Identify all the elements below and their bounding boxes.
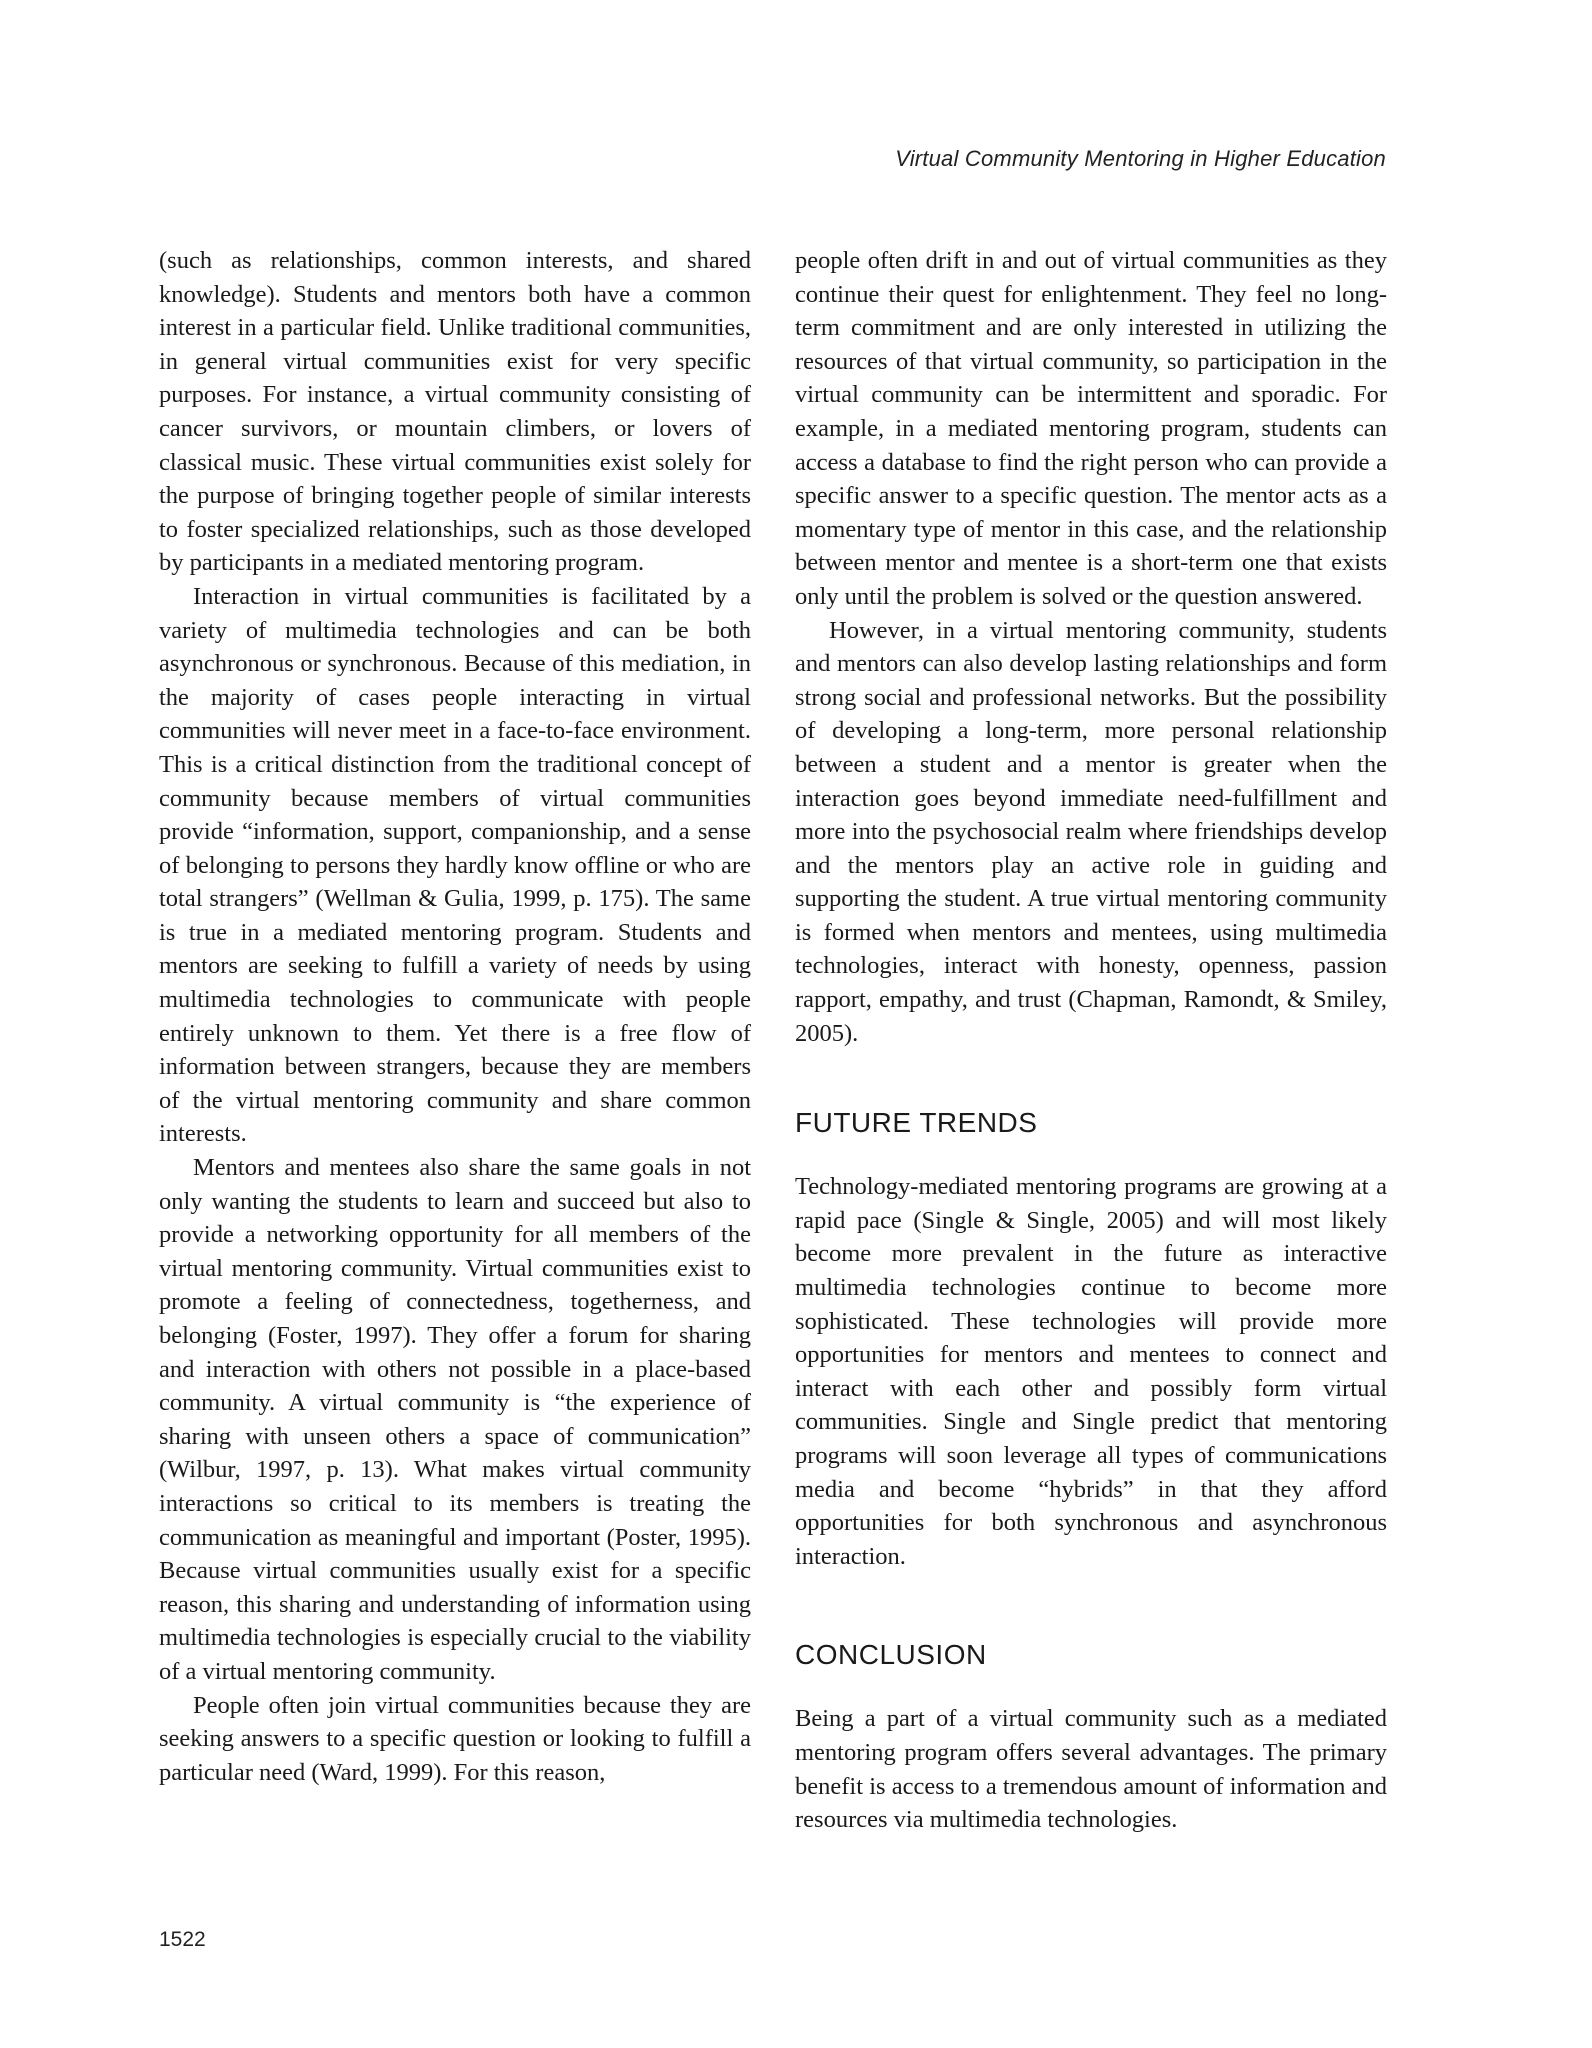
left-column — [159, 244, 751, 1789]
body-paragraph: Interaction in virtual communities is facilitated by a variety of multimedia technologies and can be both asynchronous or synchronous. Because of this mediation, in the majority of cases people interacting in virtual communities will never meet in a face-to-face environment. This is a critical distinction from the traditional concept of community because members of virtual communities provide “information, support, companionship, and a sense of belonging to persons they hardly know offline or who are total strangers” (Wellman & Gulia, 1999, p. 175). The same is true in a mediated mentoring program. Students and mentors are seeking to fulfill a variety of needs by using multimedia technologies to communicate with people entirely unknown to them. Yet there is a free flow of information between strangers, because they are members of the virtual mentoring community and share common interests. — [159, 582, 751, 1148]
body-paragraph: (such as relationships, common interests, and shared knowledge). Students and mentors both have a common interest in a particular field. Unlike traditional communities, in general virtual communities exist for very specific purposes. For instance, a virtual community consisting of cancer survivors, or mountain climbers, or lovers of classical music. These virtual communities exist solely for the purpose of bringing together people of similar interests to foster specialized relationships, such as those developed by participants in a mediated mentoring program. — [159, 247, 751, 577]
page-number: 1522 — [159, 1928, 206, 1951]
running-header: Virtual Community Mentoring in Higher Education — [895, 146, 1386, 171]
section-heading-conclusion: CONCLUSION — [795, 1639, 987, 1671]
section-heading-future-trends: FUTURE TRENDS — [795, 1107, 1038, 1139]
body-paragraph: People often join virtual communities because they are seeking answers to a specific question or looking to fulfill a particular need (Ward, 1999). For this reason, — [159, 1691, 751, 1786]
body-paragraph: However, in a virtual mentoring community, students and mentors can also develop lasting relationships and form strong social and professional networks. But the possibility of developing a long-term, more personal relationship between a student and a mentor is greater when the interaction goes beyond immediate need-fulfillment and more into the psychosocial realm where friendships develop and the mentors play an active role in guiding and supporting the student. A true virtual mentoring community is formed when mentors and mentees, using multimedia technologies, interact with honesty, openness, passion rapport, empathy, and trust (Chapman, Ramondt, & Smiley, 2005). — [795, 616, 1387, 1047]
body-paragraph: Mentors and mentees also share the same goals in not only wanting the students to learn and succeed but also to provide a networking opportunity for all members of the virtual mentoring community. Virtual communities exist to promote a feeling of connectedness, togetherness, and belonging (Foster, 1997). They offer a forum for sharing and interaction with others not possible in a place-based community. A virtual community is “the experience of sharing with unseen others a space of communication” (Wilbur, 1997, p. 13). What makes virtual community interactions so critical to its members is treating the communication as meaningful and important (Poster, 1995). Because virtual communities usually exist for a specific reason, this sharing and understanding of information using multimedia technologies is especially crucial to the viability of a virtual mentoring community. — [159, 1154, 751, 1685]
future-trends-paragraph: Technology-mediated mentoring programs are growing at a rapid pace (Single & Single, 2005) and will most likely become more prevalent in the future as interactive multimedia technologies continue to become more sophisticated. These technologies will provide more opportunities for mentors and mentees to connect and interact with each other and possibly form virtual communities. Single and Single predict that mentoring programs will soon leverage all types of communications media and become “hybrids” in that they afford opportunities for both synchronous and asynchronous interaction. — [795, 1173, 1387, 1570]
body-paragraph: people often drift in and out of virtual communities as they continue their quest for enlightenment. They feel no long-term commitment and are only interested in utilizing the resources of that virtual community, so participation in the virtual community can be intermittent and sporadic. For example, in a mediated mentoring program, students can access a database to find the right person who can provide a specific answer to a specific question. The mentor acts as a momentary type of mentor in this case, and the relationship between mentor and mentee is a short-term one that exists only until the problem is solved or the question answered. — [795, 247, 1387, 610]
right-column — [795, 244, 1387, 1837]
conclusion-paragraph: Being a part of a virtual community such as a mediated mentoring program offers several advantages. The primary benefit is access to a tremendous amount of information and resources via multimedia technologies. — [795, 1705, 1387, 1834]
